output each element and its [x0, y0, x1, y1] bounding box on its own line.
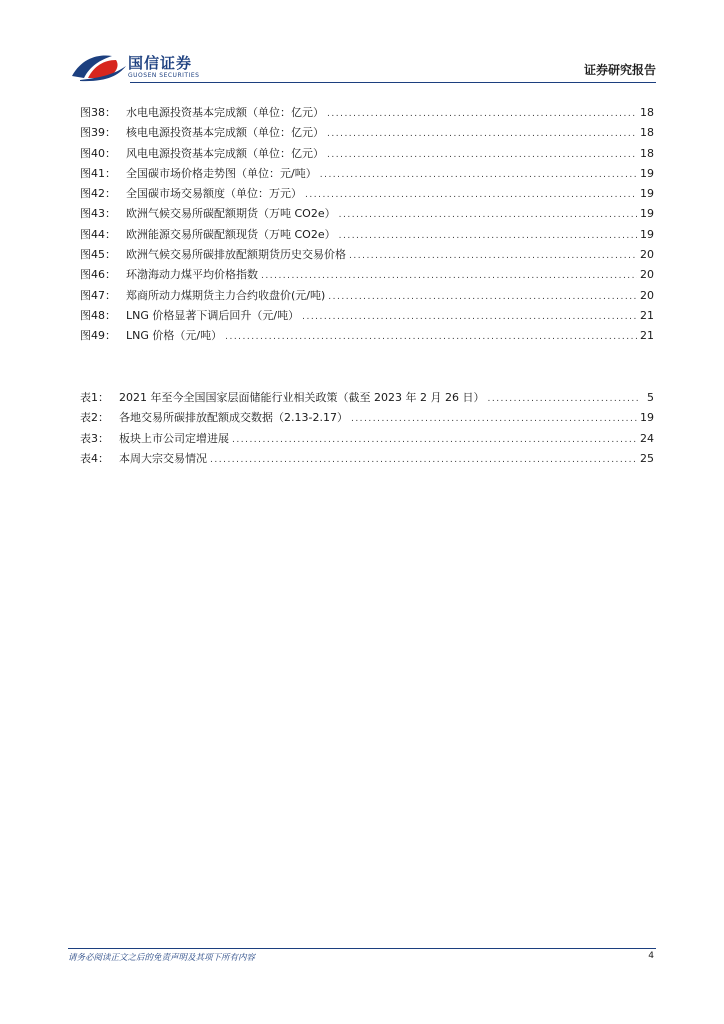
toc-title: 欧洲能源交易所碳配额现货（万吨 CO2e） [126, 227, 336, 241]
toc-page-number: 19 [640, 166, 654, 180]
toc-page-number: 21 [640, 308, 654, 322]
toc-page-number: 18 [640, 146, 654, 160]
toc-title: 环渤海动力煤平均价格指数 [126, 268, 258, 282]
leader-dots [351, 409, 637, 429]
table-index-list [80, 388, 654, 469]
logo-name-en: GUOSEN SECURITIES [128, 72, 200, 79]
toc-label: 图47： [80, 288, 116, 302]
toc-label: 图45： [80, 248, 116, 262]
page-number: 4 [648, 951, 654, 961]
toc-page-number: 18 [640, 126, 654, 140]
toc-row-fig43[interactable] [80, 204, 654, 224]
toc-label: 表1： [80, 391, 109, 404]
toc-page-number: 24 [640, 431, 654, 445]
leader-dots [232, 430, 637, 450]
toc-row-fig46[interactable] [80, 265, 654, 285]
toc-title: 欧洲气候交易所碳排放配额期货历史交易价格 [126, 248, 346, 262]
toc-title: 郑商所动力煤期货主力合约收盘价(元/吨) [126, 288, 326, 302]
toc-title: 本周大宗交易情况 [119, 451, 207, 465]
toc-title: 2021 年至今全国国家层面储能行业相关政策（截至 2023 年 2 月 26 日） [119, 391, 485, 404]
toc-label: 表4： [80, 451, 109, 465]
logo-name-cn: 国信证券 [128, 54, 193, 72]
guosen-logo-icon [70, 52, 130, 82]
toc-row-fig49[interactable] [80, 326, 654, 346]
leader-dots [320, 165, 637, 185]
toc-label: 图48： [80, 308, 116, 322]
figure-index-list [80, 103, 654, 347]
toc-title: 水电电源投资基本完成额（单位：亿元） [126, 106, 324, 119]
toc-title: 板块上市公司定增进展 [119, 431, 229, 445]
toc-title: LNG 价格显著下调后回升（元/吨） [126, 308, 300, 322]
toc-row-table2[interactable] [80, 408, 654, 428]
toc-title: 全国碳市场价格走势图（单位：元/吨） [126, 166, 317, 180]
toc-row-table4[interactable] [80, 449, 654, 469]
toc-page-number: 19 [640, 207, 654, 221]
toc-page-number: 21 [640, 329, 654, 343]
toc-title: LNG 价格（元/吨） [126, 329, 223, 343]
leader-dots [261, 266, 637, 286]
toc-title: 核电电源投资基本完成额（单位：亿元） [126, 126, 324, 140]
leader-dots [305, 185, 637, 205]
toc-label: 图43： [80, 207, 116, 221]
toc-row-fig41[interactable] [80, 164, 654, 184]
toc-page-number: 19 [640, 411, 654, 425]
toc-page-number: 20 [640, 248, 654, 262]
report-type-title: 证券研究报告 [583, 63, 656, 77]
toc-title: 全国碳市场交易额度（单位：万元） [126, 187, 302, 201]
toc-row-fig48[interactable] [80, 306, 654, 326]
toc-row-fig42[interactable] [80, 184, 654, 204]
toc-row-fig40[interactable] [80, 144, 654, 164]
toc-label: 表2： [80, 411, 109, 425]
toc-row-fig39[interactable] [80, 123, 654, 143]
page-header [0, 0, 724, 86]
toc-row-fig38[interactable] [80, 103, 654, 123]
toc-title: 各地交易所碳排放配额成交数据（2.13-2.17） [119, 411, 348, 425]
header-divider [130, 82, 656, 83]
leader-dots [225, 327, 637, 347]
toc-label: 图44： [80, 227, 116, 241]
toc-label: 图49： [80, 329, 116, 343]
leader-dots [349, 246, 637, 266]
leader-dots [327, 104, 637, 124]
toc-row-table3[interactable] [80, 429, 654, 449]
leader-dots [339, 226, 637, 246]
toc-page-number: 18 [640, 106, 654, 119]
toc-label: 图39： [80, 126, 116, 140]
leader-dots [327, 145, 637, 165]
toc-label: 图42： [80, 187, 116, 201]
toc-label: 图38： [80, 106, 116, 119]
toc-row-fig47[interactable] [80, 286, 654, 306]
leader-dots [327, 124, 637, 144]
toc-label: 图46： [80, 268, 116, 282]
toc-row-table1[interactable] [80, 388, 654, 408]
leader-dots [210, 450, 637, 470]
toc-row-fig44[interactable] [80, 225, 654, 245]
toc-label: 图41： [80, 166, 116, 180]
toc-label: 图40： [80, 146, 116, 160]
toc-label: 表3： [80, 431, 109, 445]
toc-page-number: 20 [640, 288, 654, 302]
toc-title: 风电电源投资基本完成额（单位：亿元） [126, 146, 324, 160]
toc-page-number: 19 [640, 187, 654, 201]
leader-dots [487, 389, 639, 409]
toc-page-number: 5 [647, 391, 654, 404]
footer-disclaimer: 请务必阅读正文之后的免责声明及其项下所有内容 [68, 953, 256, 963]
leader-dots [302, 307, 637, 327]
toc-page-number: 19 [640, 227, 654, 241]
leader-dots [339, 205, 637, 225]
toc-page-number: 20 [640, 268, 654, 282]
toc-page-number: 25 [640, 451, 654, 465]
toc-row-fig45[interactable] [80, 245, 654, 265]
toc-title: 欧洲气候交易所碳配额期货（万吨 CO2e） [126, 207, 336, 221]
leader-dots [328, 287, 637, 307]
footer-divider [68, 948, 656, 949]
